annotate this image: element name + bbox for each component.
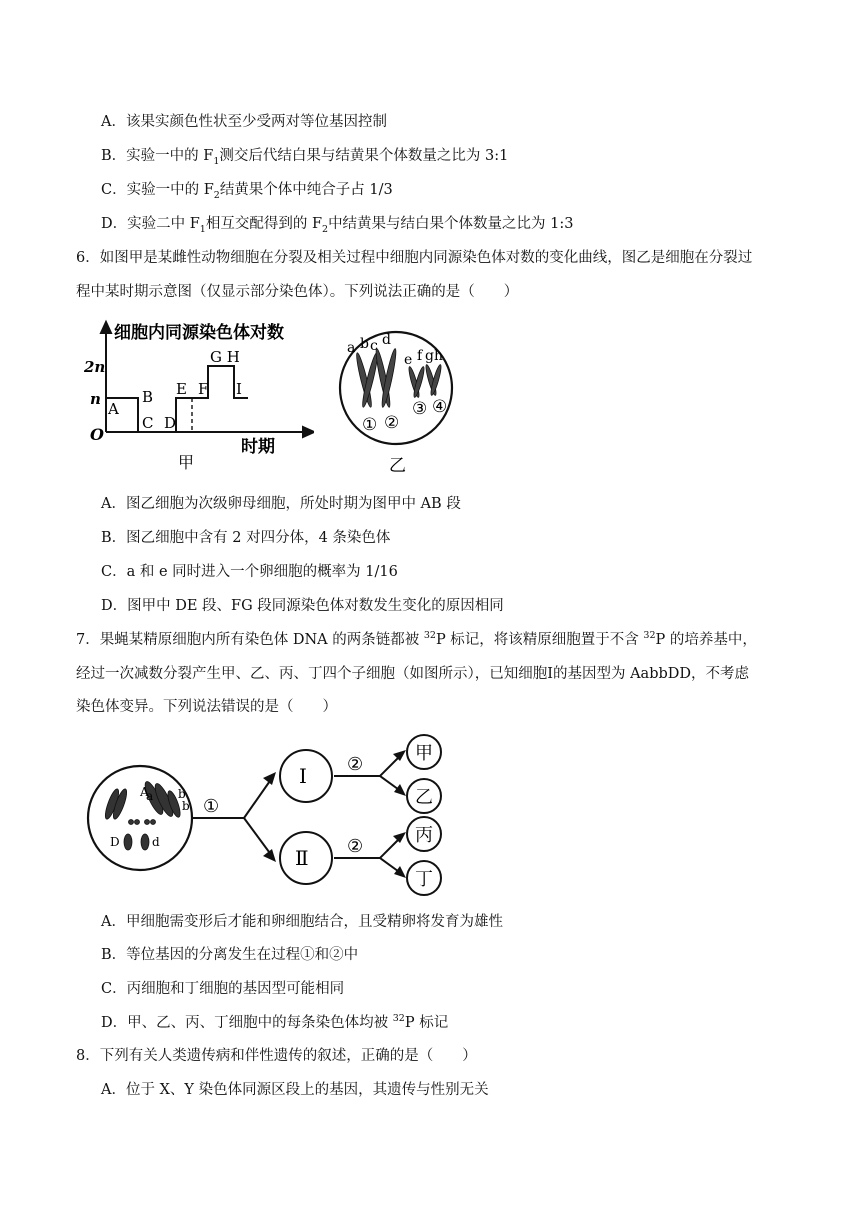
gene-A: A (140, 785, 149, 799)
label-a: a (347, 340, 356, 356)
ytick-n: n (90, 390, 101, 408)
cell-jia-label: 甲 (415, 743, 433, 764)
step2-label-bottom: ② (347, 836, 364, 857)
seg-b-label: B (142, 388, 154, 406)
q6-stem-line2: 程中某时期示意图（仅显示部分染色体）。下列说法正确的是（ ） (76, 284, 519, 300)
seg-gh-label: G H (210, 348, 240, 366)
x-axis-label: 时期 (241, 437, 275, 457)
label-num4: ④ (432, 397, 448, 417)
label-f: f (417, 348, 423, 364)
figure-jia-chart (84, 318, 314, 478)
seg-f-label: F (198, 380, 209, 398)
label-e: e (404, 352, 413, 368)
seg-c-label: C (142, 414, 154, 432)
figure-meiosis-diagram (84, 730, 454, 900)
q7-stem-line2: 经过一次减数分裂产生甲、乙、丙、丁四个子细胞（如图所示），已知细胞Ⅰ的基因型为 AabbDD，不考虑 (76, 666, 750, 682)
label-c: c (370, 338, 378, 354)
ytick-2n: 2n (84, 358, 106, 376)
gene-a: a (146, 789, 154, 803)
label-g: g (425, 348, 434, 364)
cell-yi-label: 乙 (415, 787, 433, 808)
origin-label: O (90, 425, 104, 444)
gene-b2: b (182, 799, 190, 813)
seg-e-label: E (176, 380, 187, 398)
label-num1: ① (362, 415, 378, 435)
seg-i-label: I (236, 380, 242, 398)
x-axis-arrow (303, 427, 314, 437)
label-d: d (382, 332, 391, 348)
q6-stem-line1: 6．如图甲是某雌性动物细胞在分裂及相关过程中细胞内同源染色体对数的变化曲线，图乙是细胞在分裂过 (76, 250, 753, 266)
step2-label-top: ② (347, 754, 364, 775)
q7-stem-line3: 染色体变异。下列说法错误的是（ ） (76, 699, 337, 715)
spermatogonium-cell (88, 766, 192, 870)
seg-a-label: A (108, 400, 119, 418)
label-num3: ③ (412, 399, 428, 419)
q6-option-a: A．图乙细胞为次级卵母细胞，所处时期为图甲中 AB 段 (101, 496, 461, 512)
label-b: b (360, 336, 369, 352)
label-h: h (434, 348, 444, 364)
caption-yi: 乙 (389, 456, 406, 476)
q6-option-b: B．图乙细胞中含有 2 对四分体，4 条染色体 (101, 530, 391, 546)
cell-ding-label: 丁 (415, 869, 433, 890)
q5-option-c: C．实验一中的 $F_2$结黄果个体中纯合子占 1/3 (101, 182, 393, 201)
gene-D: D (110, 835, 120, 849)
q8-stem: 8．下列有关人类遗传病和伴性遗传的叙述，正确的是（ ） (76, 1048, 477, 1064)
caption-jia: 甲 (178, 453, 195, 472)
q7-option-d: D．甲、乙、丙、丁细胞中的每条染色体均被 $^{32}$P 标记 (101, 1013, 449, 1031)
gene-d: d (152, 835, 160, 849)
q7-option-b: B．等位基因的分离发生在过程①和②中 (101, 947, 359, 963)
cell-I-label: Ⅰ (299, 764, 307, 788)
q7-option-a: A．甲细胞需变形后才能和卵细胞结合，且受精卵将发育为雄性 (101, 914, 503, 930)
figure-yi-cell (328, 318, 468, 478)
y-axis-arrow (101, 322, 111, 333)
seg-d-label: D (164, 414, 177, 432)
cell-II-label: Ⅱ (295, 846, 309, 870)
cell-bing-label: 丙 (415, 825, 433, 846)
q7-stem-line1: 7．果蝇某精原细胞内所有染色体 DNA 的两条链都被 $^{32}$P 标记，将该精原细胞置于不含 $^{32}$P 的培养基中， (76, 630, 757, 648)
curve-line (106, 366, 248, 432)
q6-option-d: D．图甲中 DE 段、FG 段同源染色体对数发生变化的原因相同 (101, 598, 504, 614)
step1-label: ① (203, 796, 220, 817)
q5-option-a: A．该果实颜色性状至少受两对等位基因控制 (101, 114, 387, 130)
q6-option-c: C．a 和 e 同时进入一个卵细胞的概率为 1/16 (101, 564, 398, 580)
q5-option-b: B．实验一中的 $F_1$测交后代结白果与结黄果个体数量之比为 3:1 (101, 148, 509, 167)
y-axis-label: 细胞内同源染色体对数 (114, 323, 284, 343)
gene-b1: b (178, 787, 186, 801)
q8-option-a: A．位于 X、Y 染色体同源区段上的基因，其遗传与性别无关 (101, 1082, 489, 1098)
q7-option-c: C．丙细胞和丁细胞的基因型可能相同 (101, 981, 345, 997)
label-num2: ② (384, 413, 400, 433)
q5-option-d: D．实验二中 $F_1$相互交配得到的 $F_2$中结黄果与结白果个体数量之比为 1:3 (101, 216, 574, 235)
